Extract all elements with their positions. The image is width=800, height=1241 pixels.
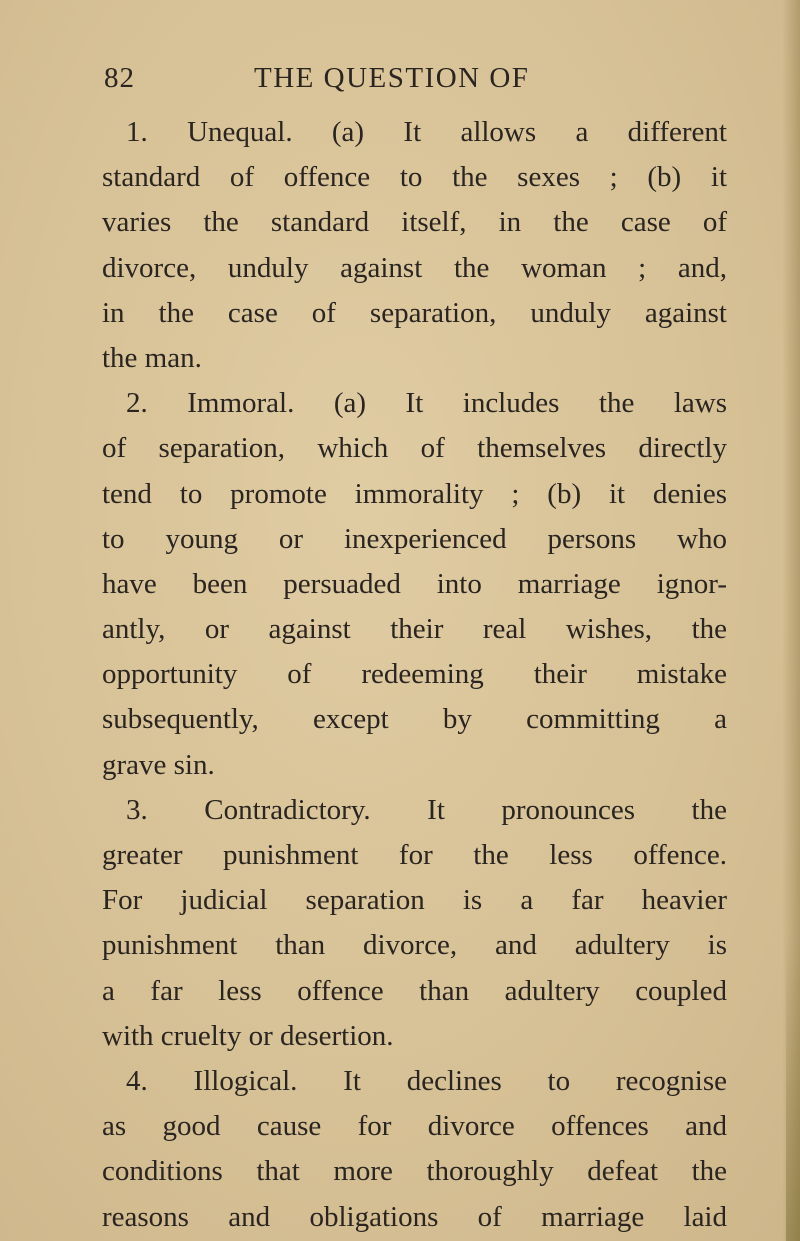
text-line: 3. Contradictory. It pronounces the [126, 793, 727, 826]
page-header [104, 62, 724, 102]
text-line: punishment than divorce, and adultery is [102, 929, 727, 962]
text-line: standard of offence to the sexes ; (b) it [102, 161, 727, 194]
text-line: subsequently, except by committing a [102, 703, 727, 736]
page-number: 82 [104, 62, 135, 94]
text-line: in the case of separation, unduly against [102, 296, 727, 329]
text-line: opportunity of redeeming their mistake [102, 658, 727, 691]
text-line: 4. Illogical. It declines to recognise [126, 1064, 727, 1097]
body-text [102, 110, 727, 1240]
text-line: antly, or against their real wishes, the [102, 613, 727, 646]
text-line: tend to promote immorality ; (b) it denies [102, 477, 727, 510]
text-line: of separation, which of themselves directly [102, 432, 727, 465]
page-edge-stain [786, 941, 800, 1241]
text-line: varies the standard itself, in the case of [102, 206, 727, 239]
text-line: conditions that more thoroughly defeat the [102, 1155, 727, 1188]
text-line: a far less offence than adultery coupled [102, 974, 727, 1007]
text-line: For judicial separation is a far heavier [102, 884, 727, 917]
text-line: reasons and obligations of marriage laid [102, 1200, 727, 1233]
text-line: have been persuaded into marriage ignor- [102, 567, 727, 600]
running-title: THE QUESTION OF [254, 62, 530, 94]
text-line: divorce, unduly against the woman ; and, [102, 251, 727, 284]
text-line: 2. Immoral. (a) It includes the laws [126, 387, 727, 420]
text-line: grave sin. [102, 748, 215, 781]
text-line: as good cause for divorce offences and [102, 1110, 727, 1143]
text-line: the man. [102, 341, 202, 374]
text-line: to young or inexperienced persons who [102, 522, 727, 555]
text-line: greater punishment for the less offence. [102, 839, 727, 871]
text-line: with cruelty or desertion. [102, 1019, 394, 1052]
text-line: 1. Unequal. (a) It allows a different [126, 116, 727, 148]
